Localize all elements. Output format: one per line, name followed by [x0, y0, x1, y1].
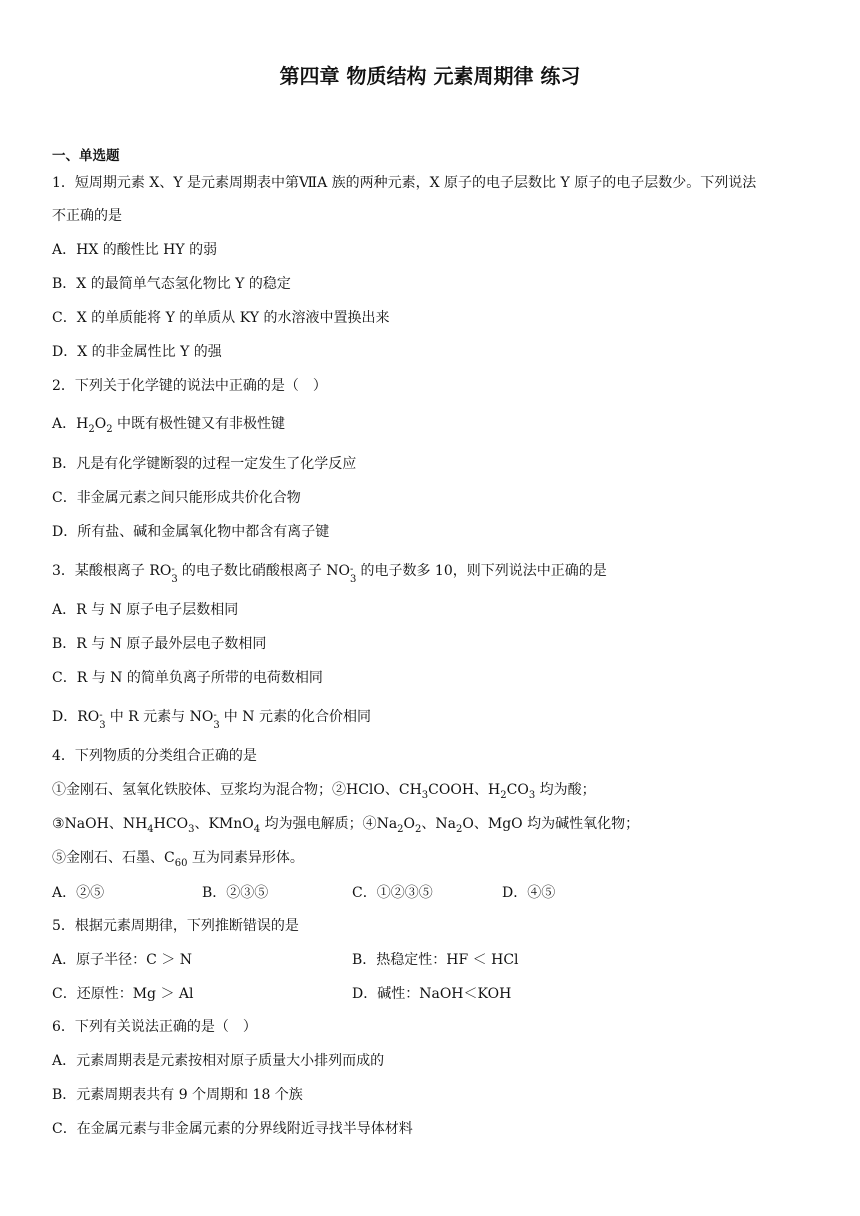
q5-option-b: B．热稳定性：HF ＜ HCl [352, 952, 519, 968]
q4-option-d: D．④⑤ [502, 885, 556, 901]
q3-option-b: B．R 与 N 原子最外层电子数相同 [52, 636, 267, 652]
q1-stem-line2: 不正确的是 [52, 208, 122, 224]
q5-stem: 5．根据元素周期律，下列推断错误的是 [52, 918, 299, 934]
q4-statement-line3: ⑤金刚石、石墨、$C_{60}$ 互为同素异形体。 [52, 850, 304, 869]
q4-statement-line2: ③NaOH、$NH_4HCO_3$、KMnO$_4$ 均为强电解质；$④Na_2O_2$、$Na_2O$、MgO 均为碱性氧化物； [52, 816, 640, 835]
q1-option-c: C．X 的单质能将 Y 的单质从 KY 的水溶液中置换出来 [52, 310, 390, 326]
q1-option-a: A．HX 的酸性比 HY 的弱 [52, 242, 218, 258]
q2-stem: 2．下列关于化学键的说法中正确的是（ ） [52, 378, 327, 394]
q2-option-d: D．所有盐、碱和金属氧化物中都含有离子键 [52, 524, 330, 540]
q6-stem: 6．下列有关说法正确的是（ ） [52, 1019, 257, 1035]
q4-stem: 4．下列物质的分类组合正确的是 [52, 748, 257, 764]
q6-option-c: C．在金属元素与非金属元素的分界线附近寻找半导体材料 [52, 1121, 413, 1137]
q5-option-d: D．碱性：NaOH＜KOH [352, 986, 512, 1002]
q2-option-a: A．$H_2O_2$ 中既有极性键又有非极性键 [52, 416, 286, 435]
q3-stem: 3．某酸根离子 RO - 3 的电子数比硝酸根离子 NO - 3 的电子数多 10，则下列说法中正确的是 [52, 563, 607, 585]
q4-option-b: B．②③⑤ [202, 885, 269, 901]
q3-option-a: A．R 与 N 原子电子层数相同 [52, 602, 239, 618]
q2-option-c: C．非金属元素之间只能形成共价化合物 [52, 490, 301, 506]
q3-option-d: D．RO - 3 中 R 元素与 NO - 3 中 N 元素的化合价相同 [52, 709, 371, 731]
q4-option-a: A．②⑤ [52, 885, 105, 901]
q5-option-a: A．原子半径：C ＞ N [52, 952, 192, 968]
q4-option-c: C．①②③⑤ [352, 885, 433, 901]
section-heading: 一、单选题 [52, 148, 120, 164]
q6-option-a: A．元素周期表是元素按相对原子质量大小排列而成的 [52, 1053, 385, 1069]
page-title: 第四章 物质结构 元素周期律 练习 [279, 64, 581, 88]
no3-ion: NO - 3 [189, 709, 220, 731]
q1-option-b: B．X 的最简单气态氢化物比 Y 的稳定 [52, 276, 291, 292]
ro3-ion: RO - 3 [149, 563, 178, 585]
q1-option-d: D．X 的非金属性比 Y 的强 [52, 344, 222, 360]
q2-option-b: B．凡是有化学键断裂的过程一定发生了化学反应 [52, 456, 357, 472]
no3-ion: NO - 3 [326, 563, 357, 585]
q5-option-c: C．还原性：Mg ＞ Al [52, 986, 194, 1002]
q1-stem-line1: 1．短周期元素 X、Y 是元素周期表中第ⅦA 族的两种元素，X 原子的电子层数比 Y 原子的电子层数少。下列说法 [52, 175, 757, 191]
q3-option-c: C．R 与 N 的简单负离子所带的电荷数相同 [52, 670, 323, 686]
q4-statement-line1: ①金刚石、氢氧化铁胶体、豆浆均为混合物；②HClO、$CH_3COOH$、$H_2CO_3$ 均为酸； [52, 782, 596, 801]
ro3-ion: RO - 3 [77, 709, 106, 731]
q6-option-b: B．元素周期表共有 9 个周期和 18 个族 [52, 1087, 303, 1103]
